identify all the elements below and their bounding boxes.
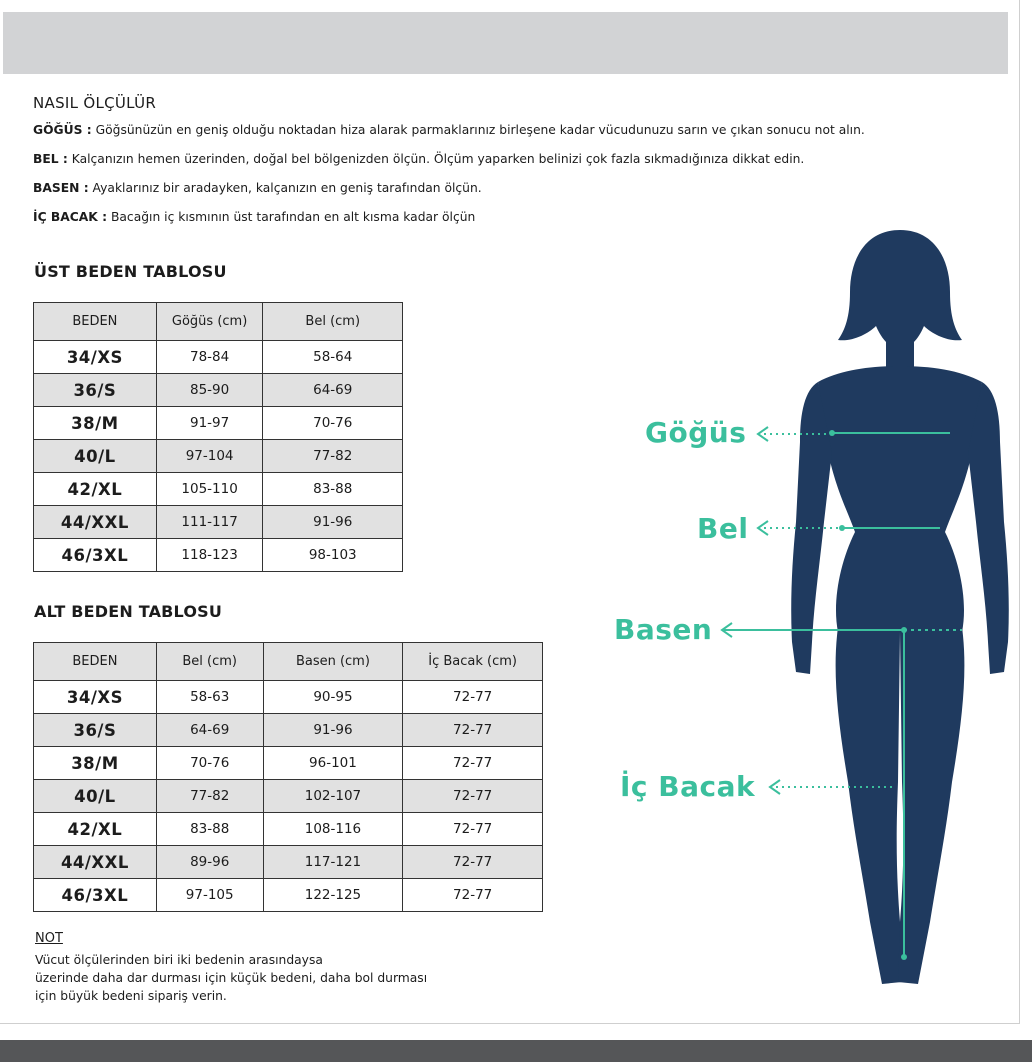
instruction-text: Bacağın iç kısmının üst tarafından en alt kısma kadar ölçün: [107, 210, 476, 224]
table-row: [34, 714, 543, 747]
waist-cell: 98-103: [263, 539, 403, 572]
inseam-cell: 72-77: [403, 714, 543, 747]
col-header-chest: Göğüs (cm): [156, 303, 263, 341]
col-header-hip: Basen (cm): [263, 643, 403, 681]
arrow-heads: [722, 427, 780, 794]
size-cell: 40/L: [34, 440, 157, 473]
instruction-term: BEL :: [33, 152, 68, 166]
note-title: NOT: [35, 931, 63, 946]
size-cell: 40/L: [34, 780, 157, 813]
note-line: Vücut ölçülerinden biri iki bedenin arasındaysa: [35, 953, 323, 967]
lower-size-table: [33, 642, 543, 912]
upper-table-title: ÜST BEDEN TABLOSU: [34, 262, 227, 281]
size-cell: 44/XXL: [34, 846, 157, 879]
table-header-row: [34, 643, 543, 681]
waist-cell: 97-105: [156, 879, 263, 912]
chest-cell: 97-104: [156, 440, 263, 473]
waist-cell: 77-82: [263, 440, 403, 473]
size-cell: 46/3XL: [34, 539, 157, 572]
table-row: [34, 780, 543, 813]
instruction-text: Göğsünüzün en geniş olduğu noktadan hiza alarak parmaklarınız birleşene kadar vücudunuzu sarın ve çıkan sonucu not alın.: [91, 123, 865, 137]
size-cell: 42/XL: [34, 473, 157, 506]
table-row: [34, 879, 543, 912]
inseam-cell: 72-77: [403, 846, 543, 879]
inseam-cell: 72-77: [403, 813, 543, 846]
size-cell: 38/M: [34, 747, 157, 780]
waist-cell: 58-63: [156, 681, 263, 714]
waist-cell: 83-88: [156, 813, 263, 846]
table-row: [34, 681, 543, 714]
col-header-waist: Bel (cm): [263, 303, 403, 341]
chest-cell: 78-84: [156, 341, 263, 374]
instruction-text: Kalçanızın hemen üzerinden, doğal bel bölgenizden ölçün. Ölçüm yaparken belinizi çok fazla sıkmadığınıza dikkat edin.: [67, 152, 805, 166]
how-to-title: NASIL ÖLÇÜLÜR: [33, 94, 157, 112]
instruction-term: GÖĞÜS :: [33, 123, 92, 137]
waist-cell: 83-88: [263, 473, 403, 506]
size-cell: 36/S: [34, 714, 157, 747]
waist-cell: 70-76: [156, 747, 263, 780]
instruction-term: BASEN :: [33, 181, 89, 195]
size-cell: 34/XS: [34, 341, 157, 374]
table-row: [34, 374, 403, 407]
hip-cell: 96-101: [263, 747, 403, 780]
waist-cell: 58-64: [263, 341, 403, 374]
size-cell: 38/M: [34, 407, 157, 440]
col-header-size: BEDEN: [34, 643, 157, 681]
label-waist: Bel: [697, 512, 749, 545]
chest-cell: 91-97: [156, 407, 263, 440]
chest-cell: 85-90: [156, 374, 263, 407]
inseam-cell: 72-77: [403, 780, 543, 813]
size-cell: 34/XS: [34, 681, 157, 714]
table-row: [34, 539, 403, 572]
label-inseam: İç Bacak: [620, 770, 756, 803]
instruction-text: Ayaklarınız bir aradayken, kalçanızın en geniş tarafından ölçün.: [88, 181, 482, 195]
size-cell: 46/3XL: [34, 879, 157, 912]
waist-cell: 64-69: [263, 374, 403, 407]
waist-cell: 91-96: [263, 506, 403, 539]
label-hip: Basen: [614, 613, 713, 646]
hip-cell: 91-96: [263, 714, 403, 747]
table-row: [34, 813, 543, 846]
hip-cell: 102-107: [263, 780, 403, 813]
inseam-cell: 72-77: [403, 681, 543, 714]
table-row: [34, 473, 403, 506]
instruction-term: İÇ BACAK :: [33, 210, 108, 224]
note-line: üzerinde daha dar durması için küçük bedeni, daha bol durması: [35, 971, 428, 985]
table-row: [34, 341, 403, 374]
bottom-bar: [0, 1040, 1032, 1062]
label-chest: Göğüs: [645, 416, 747, 449]
waist-cell: 89-96: [156, 846, 263, 879]
female-silhouette-icon: [791, 230, 1009, 984]
chest-cell: 118-123: [156, 539, 263, 572]
upper-size-table: [33, 302, 403, 572]
table-row: [34, 440, 403, 473]
chest-cell: 105-110: [156, 473, 263, 506]
hip-cell: 90-95: [263, 681, 403, 714]
hip-cell: 122-125: [263, 879, 403, 912]
col-header-waist: Bel (cm): [156, 643, 263, 681]
hip-cell: 108-116: [263, 813, 403, 846]
table-row: [34, 407, 403, 440]
chest-cell: 111-117: [156, 506, 263, 539]
inseam-cell: 72-77: [403, 879, 543, 912]
size-cell: 36/S: [34, 374, 157, 407]
instruction-hip: [33, 181, 482, 195]
instruction-inseam: [33, 210, 475, 224]
body-figure: [600, 222, 1020, 1002]
col-header-size: BEDEN: [34, 303, 157, 341]
note-line: için büyük bedeni sipariş verin.: [35, 989, 227, 1003]
waist-cell: 64-69: [156, 714, 263, 747]
waist-cell: 77-82: [156, 780, 263, 813]
inseam-cell: 72-77: [403, 747, 543, 780]
table-row: [34, 747, 543, 780]
lower-table-title: ALT BEDEN TABLOSU: [34, 602, 223, 621]
col-header-inseam: İç Bacak (cm): [403, 643, 543, 681]
size-cell: 42/XL: [34, 813, 157, 846]
table-row: [34, 846, 543, 879]
size-cell: 44/XXL: [34, 506, 157, 539]
hip-cell: 117-121: [263, 846, 403, 879]
instruction-waist: [33, 152, 804, 166]
table-header-row: [34, 303, 403, 341]
table-row: [34, 506, 403, 539]
waist-cell: 70-76: [263, 407, 403, 440]
header-band: [3, 12, 1008, 74]
instruction-chest: [33, 123, 865, 137]
